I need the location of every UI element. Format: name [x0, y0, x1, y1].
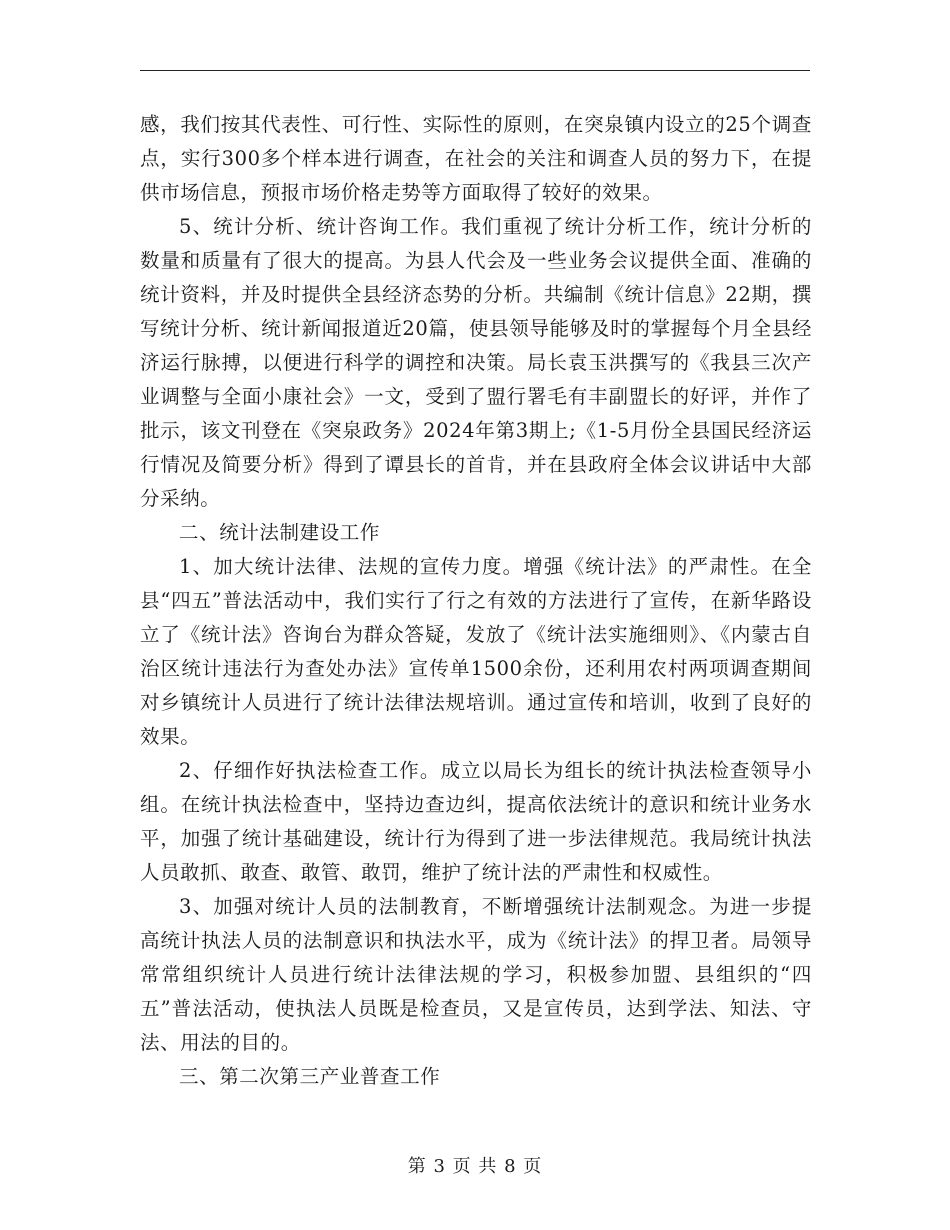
document-body — [140, 108, 812, 1094]
header-rule — [140, 70, 810, 71]
paragraph: 2、仔细作好执法检查工作。成立以局长为组长的统计执法检查领导小组。在统计执法检查中，坚持边查边纠，提高依法统计的意识和统计业务水平，加强了统计基础建设，统计行为得到了进一步法律规范。我局统计执法人员敢抓、敢查、敢管、敢罚，维护了统计法的严肃性和权威性。 — [140, 759, 812, 884]
paragraph: 3、加强对统计人员的法制教育，不断增强统计法制观念。为进一步提高统计执法人员的法制意识和执法水平，成为《统计法》的捍卫者。局领导常常组织统计人员进行统计法律法规的学习，积极参加盟、县组织的“四五”普法活动，使执法人员既是检查员，又是宣传员，达到学法、知法、守法、用法的目的。 — [140, 895, 812, 1054]
paragraph: 5、统计分析、统计咨询工作。我们重视了统计分析工作，统计分析的数量和质量有了很大的提高。为县人代会及一些业务会议提供全面、准确的统计资料，并及时提供全县经济态势的分析。共编制《统计信息》22期，撰写统计分析、统计新闻报道近20篇，使县领导能够及时的掌握每个月全县经济运行脉搏，以便进行科学的调控和决策。局长袁玉洪撰写的《我县三次产业调整与全面小康社会》一文，受到了盟行署毛有丰副盟长的好评，并作了批示，该文刊登在《突泉政务》2024年第3期上;《1-5月份全县国民经济运行情况及简要分析》得到了谭县长的首肯，并在县政府全体会议讲话中大部分采纳。 — [140, 215, 812, 510]
page-number-footer: 第 3 页 共 8 页 — [407, 1156, 543, 1177]
paragraph: 1、加大统计法律、法规的宣传力度。增强《统计法》的严肃性。在全县“四五”普法活动中，我们实行了行之有效的方法进行了宣传，在新华路设立了《统计法》咨询台为群众答疑，发放了《统计法实施细则》、《内蒙古自治区统计违法行为查处办法》宣传单1500余份，还利用农村两项调查期间对乡镇统计人员进行了统计法律法规培训。通过宣传和培训，收到了良好的效果。 — [140, 555, 812, 748]
section-heading: 三、第二次第三产业普查工作 — [179, 1065, 441, 1088]
paragraph: 感，我们按其代表性、可行性、实际性的原则，在突泉镇内设立的25个调查点，实行300多个样本进行调查，在社会的关注和调查人员的努力下，在提供市场信息，预报市场价格走势等方面取得了较好的效果。 — [140, 113, 812, 204]
section-heading: 二、统计法制建设工作 — [179, 521, 381, 544]
